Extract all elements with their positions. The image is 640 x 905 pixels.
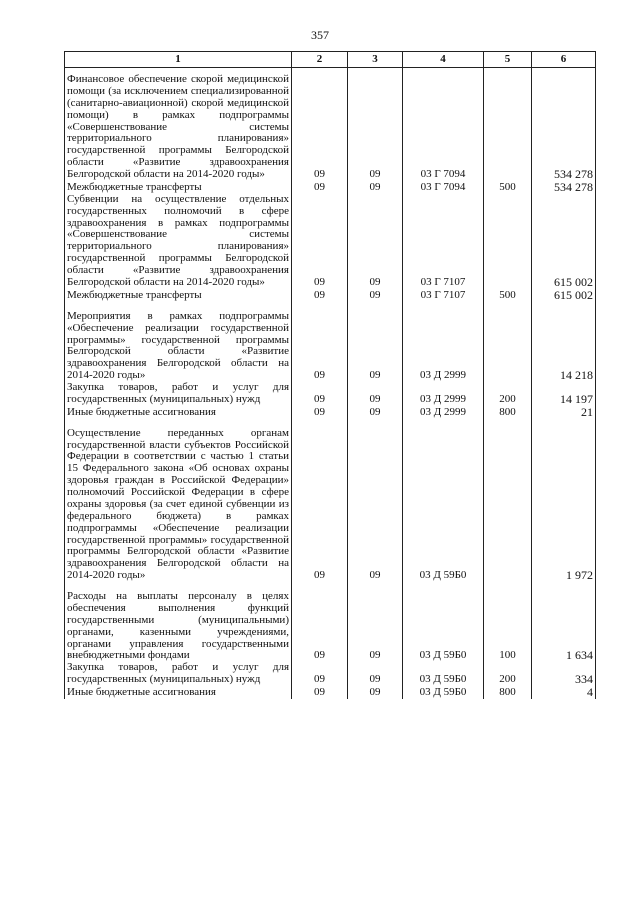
row-target-code: 03 Г 7094	[403, 68, 484, 181]
row-section: 09	[292, 582, 348, 662]
row-name: Мероприятия в рамках подпрограммы «Обеспечение реализации государственной программы» государственной программы Белгородской области «Развитие здравоохранения Белгородской области на 2014-2020 годы»	[65, 302, 292, 382]
row-target-code: 03 Г 7107	[403, 194, 484, 289]
row-subsection: 09	[348, 419, 403, 582]
row-expense-type: 200	[484, 382, 532, 406]
row-name: Закупка товаров, работ и услуг для государственных (муниципальных) нужд	[65, 662, 292, 686]
row-subsection: 09	[348, 382, 403, 406]
row-expense-type	[484, 194, 532, 289]
table-row	[65, 289, 596, 302]
row-amount: 4	[532, 686, 596, 699]
row-target-code: 03 Д 2999	[403, 302, 484, 382]
row-name: Финансовое обеспечение скорой медицинской помощи (за исключением специализированной (санитарно-авиационной) скорой медицинской помощи) в рамках подпрограммы «Совершенствование системы территориального планирования» государственной программы Белгородской области «Развитие здравоохранения Белгородской области на 2014-2020 годы»	[65, 68, 292, 181]
row-amount: 14 197	[532, 382, 596, 406]
row-target-code: 03 Д 59Б0	[403, 419, 484, 582]
row-amount: 1 634	[532, 582, 596, 662]
row-name: Расходы на выплаты персоналу в целях обеспечения выполнения функций государственными (муниципальными) органами, казенными учреждениями, органами управления государственными внебюджетными фондами	[65, 582, 292, 662]
row-name: Субвенции на осуществление отдельных государственных полномочий в сфере здравоохранения в рамках подпрограммы «Совершенствование системы территориального планирования» государственной программы Белгородской области «Развитие здравоохранения Белгородской области на 2014-2020 годы»	[65, 194, 292, 289]
row-target-code: 03 Д 59Б0	[403, 662, 484, 686]
row-name: Межбюджетные трансферты	[65, 181, 292, 194]
row-section: 09	[292, 181, 348, 194]
row-expense-type	[484, 68, 532, 181]
column-header-1: 1	[65, 52, 292, 68]
column-header-6: 6	[532, 52, 596, 68]
row-name: Иные бюджетные ассигнования	[65, 686, 292, 699]
row-amount: 534 278	[532, 68, 596, 181]
row-target-code: 03 Д 59Б0	[403, 582, 484, 662]
row-target-code: 03 Д 2999	[403, 406, 484, 419]
column-header-3: 3	[348, 52, 403, 68]
budget-table	[64, 51, 596, 699]
column-header-2: 2	[292, 52, 348, 68]
row-name: Закупка товаров, работ и услуг для государственных (муниципальных) нужд	[65, 382, 292, 406]
row-amount: 21	[532, 406, 596, 419]
row-expense-type: 500	[484, 289, 532, 302]
row-expense-type	[484, 419, 532, 582]
table-row	[65, 181, 596, 194]
row-name: Межбюджетные трансферты	[65, 289, 292, 302]
row-section: 09	[292, 419, 348, 582]
row-subsection: 09	[348, 406, 403, 419]
row-target-code: 03 Г 7094	[403, 181, 484, 194]
row-subsection: 09	[348, 181, 403, 194]
table-row	[65, 419, 596, 582]
page-number: 357	[311, 28, 329, 42]
table-body	[65, 68, 596, 700]
row-subsection: 09	[348, 686, 403, 699]
row-section: 09	[292, 662, 348, 686]
table-row	[65, 582, 596, 662]
row-section: 09	[292, 302, 348, 382]
column-header-4: 4	[403, 52, 484, 68]
row-subsection: 09	[348, 194, 403, 289]
table-row	[65, 194, 596, 289]
row-subsection: 09	[348, 662, 403, 686]
row-amount: 615 002	[532, 194, 596, 289]
table-row	[65, 406, 596, 419]
row-target-code: 03 Г 7107	[403, 289, 484, 302]
row-expense-type: 100	[484, 582, 532, 662]
row-section: 09	[292, 194, 348, 289]
row-section: 09	[292, 406, 348, 419]
row-target-code: 03 Д 2999	[403, 382, 484, 406]
row-target-code: 03 Д 59Б0	[403, 686, 484, 699]
table-row	[65, 302, 596, 382]
row-section: 09	[292, 289, 348, 302]
row-amount: 534 278	[532, 181, 596, 194]
table-row	[65, 662, 596, 686]
row-expense-type	[484, 302, 532, 382]
row-subsection: 09	[348, 68, 403, 181]
row-amount: 14 218	[532, 302, 596, 382]
row-section: 09	[292, 382, 348, 406]
table-row	[65, 382, 596, 406]
row-amount: 1 972	[532, 419, 596, 582]
row-expense-type: 200	[484, 662, 532, 686]
table-row	[65, 68, 596, 181]
row-subsection: 09	[348, 289, 403, 302]
row-name: Иные бюджетные ассигнования	[65, 406, 292, 419]
row-section: 09	[292, 68, 348, 181]
row-expense-type: 800	[484, 406, 532, 419]
row-subsection: 09	[348, 582, 403, 662]
row-section: 09	[292, 686, 348, 699]
row-expense-type: 500	[484, 181, 532, 194]
row-amount: 615 002	[532, 289, 596, 302]
column-header-5: 5	[484, 52, 532, 68]
table-header-row	[65, 52, 596, 68]
row-subsection: 09	[348, 302, 403, 382]
row-expense-type: 800	[484, 686, 532, 699]
row-name: Осуществление переданных органам государственной власти субъектов Российской Федерации в соответствии с частью 1 статьи 15 Федерального закона «Об основах охраны здоровья граждан в Российской Федерации» полномочий Российской Федерации в сфере охраны здоровья (за счет единой субвенции из федерального бюджета) в рамках подпрограммы «Обеспечение реализации государственной программы» государственной программы Белгородской области «Развитие здравоохранения Белгородской области на 2014-2020 годы»	[65, 419, 292, 582]
table-row	[65, 686, 596, 699]
row-amount: 334	[532, 662, 596, 686]
